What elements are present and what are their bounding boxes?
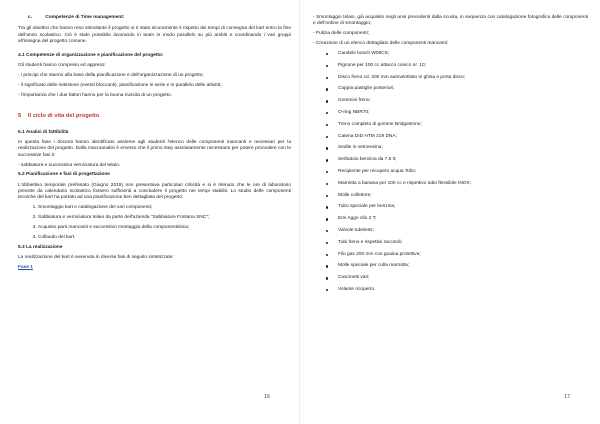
list-item	[313, 228, 588, 234]
section-5-2-paragraph: L'obbiettivo temporale prefissato (Giugno 2019) non presentava particolari criticità e si è ritenuto che le ore di laboratorio previste da calendario scolastico fossero sufficienti a concludere il progetto nei tempi stabiliti. Lo studio delle componenti tecniche del kart ha portato ad una pianificazione ben dettagliata del progetto:	[18, 182, 291, 201]
list-item	[313, 63, 588, 69]
component-label: Tubo speciale per benzina;	[338, 204, 396, 210]
list-item	[313, 204, 588, 210]
section-5-3-paragraph: La realizzazione del kart è avvenuta in diverse fasi di seguito sintetizzate:	[18, 255, 174, 261]
list-item	[313, 263, 588, 269]
bullet-icon	[326, 277, 328, 279]
bullet-icon	[326, 53, 328, 55]
component-label: Tubi freno e rispettivi raccordi;	[338, 239, 403, 245]
list-item	[313, 240, 588, 246]
component-label: Catena DID HTM 219 DNA;	[338, 133, 397, 139]
component-label: Marmitta a banana per 100 cc e rispettivo tubo flessibile INOX;	[338, 180, 472, 186]
bullet-icon	[326, 124, 328, 126]
component-label: Serbatoio benzina da 7.5 lt;	[338, 157, 397, 163]
section-4-1-item: - i principi che stanno alla base della pianificazione e dell'organizzazione di un progetto;	[18, 73, 204, 79]
component-label: Molle collettore;	[338, 192, 372, 198]
list-item	[313, 252, 588, 258]
list-item	[313, 145, 588, 151]
list-item	[313, 181, 588, 187]
list-item	[313, 287, 588, 293]
bullet-icon	[326, 254, 328, 256]
time-management-paragraph: Tra gli obiettivi che hanno reso stimolante il progetto vi è stato sicuramente il rispetto dei tempi di consegna del kart entro la fine dell'anno scolastico. Ciò è stato possibile lavorando in team in modo parallelo su più ambiti e coordinando i vari gruppi all'insegna del progetto comune.	[18, 26, 291, 44]
list-item	[313, 157, 588, 163]
section-5-3-title: 5.3 La realizzazione	[18, 244, 63, 250]
phase-1-link-wrap	[18, 265, 291, 271]
section-5-1-paragraph: In questa fase i docenti hanno identificato assieme agli studenti l'elenco delle componenti mancanti e necessari per la realizzazione del progetto. Dalla macroanalisi è emerso che il primo step assolutamente necessario per potere procedere con le successive fasi è:	[18, 140, 291, 158]
list-item	[313, 110, 588, 116]
phase-1-link[interactable]: Fase 1	[18, 264, 33, 270]
list-item	[313, 122, 588, 128]
bullet-icon	[326, 195, 328, 197]
list-item	[313, 134, 588, 140]
component-label: Disco freno cd. 200 mm autoventilato in ghisa e porta disco;	[338, 74, 466, 80]
bullet-icon	[326, 77, 328, 79]
component-label: Recipiente per recupero acqua Tolio;	[338, 168, 417, 174]
component-label: Treno completo di gomme Bridgestone;	[338, 121, 422, 127]
component-label: O-ring NBR70;	[338, 109, 370, 115]
bullet-icon	[326, 65, 328, 67]
list-item: 4. Collaudo del kart.	[38, 235, 291, 241]
component-label: Pignone per 100 cc attacco conico nr. 10;	[338, 62, 426, 68]
component-label: Gommini freno;	[338, 98, 371, 104]
bullet-icon	[326, 159, 328, 161]
bullet-icon	[326, 218, 328, 220]
list-item	[313, 275, 588, 281]
bullet-icon	[326, 289, 328, 291]
missing-components-list	[313, 51, 588, 293]
bullet-icon	[326, 242, 328, 244]
list-item	[313, 193, 588, 199]
component-label: Coppia pastiglie posteriori;	[338, 86, 395, 92]
chapter-5-heading	[18, 113, 291, 119]
chapter-5-number: 5	[18, 113, 22, 120]
bullet-icon	[326, 265, 328, 267]
bullet-icon	[326, 100, 328, 102]
page-17-content	[313, 15, 588, 299]
bullet-icon	[326, 147, 328, 149]
section-5-2-title: 5.2 Pianificazione e fasi di progettazione	[18, 172, 110, 178]
bullet-icon	[326, 206, 328, 208]
bullet-icon	[326, 112, 328, 114]
list-item	[313, 86, 588, 92]
list-item	[313, 75, 588, 81]
section-4-1-intro: Gli studenti hanno compreso ed appreso:	[18, 63, 106, 69]
bullet-icon	[326, 88, 328, 90]
list-item	[313, 216, 588, 222]
section-5-2-steps	[18, 205, 291, 241]
list-item	[313, 169, 588, 175]
page-17	[300, 0, 600, 424]
bullet-icon	[326, 183, 328, 185]
component-label: Volante ricoperto.	[338, 286, 376, 292]
section-4-1-item: - il significato delle milestone (eventi bloccanti), pianificazione in serie e in parallelo delle attività;	[18, 83, 222, 89]
page-number-16: 16	[264, 394, 270, 400]
section-4-1-item: - l'importanza che i due fattori hanno per la buona riuscita di un progetto.	[18, 93, 172, 99]
section-5-1-title: 5.1 Analisi di fattibilità	[18, 129, 69, 135]
subsection-c-letter: c.	[28, 15, 33, 20]
bullet-icon	[326, 136, 328, 138]
component-label: Filo gas 200 mm con guaina protettiva;	[338, 251, 421, 257]
component-label: Sedile in vetroresina;	[338, 145, 383, 151]
component-label: Cuscinetti vari;	[338, 275, 370, 281]
list-item: 3. Acquisto parti mancanti e successivo montaggio della componentistica;	[38, 225, 291, 231]
list-item: 1. Smontaggio kart e catalogazione dei vari componenti;	[38, 205, 291, 211]
component-label: Molle speciale per culla marmitta;	[338, 263, 410, 269]
missing-list-intro: - Creazione di un elenco dettagliato delle componenti mancanti:	[313, 41, 449, 47]
section-5-1-note: - sabbiatura e successiva verniciatura del telaio.	[18, 162, 121, 168]
subsection-c-heading	[18, 15, 291, 21]
page-number-17: 17	[564, 394, 570, 400]
section-4-1-title: 4.1 Competenze di organizzazione e pianificazione del progetto:	[18, 53, 164, 59]
subsection-c-title: Competenze di Time management:	[45, 15, 125, 20]
list-item: 2. Sabbiatura e verniciatura telaio da parte dell'azienda "Sabbiature Fontana SNC";	[38, 215, 291, 221]
bullet-icon	[326, 230, 328, 232]
disassembly-item: - Smontaggio telaio, già acquisito negli anni precedenti dalla scuola, in sequenza con catalogazione fotografica delle componenti e dell'ordine di smontaggio;	[313, 15, 588, 27]
bullet-icon	[326, 171, 328, 173]
component-label: Valvole tubeless;	[338, 227, 374, 233]
list-item	[313, 98, 588, 104]
cleaning-item: - Pulizia delle componenti;	[313, 31, 369, 37]
chapter-5-title: Il ciclo di vita del progetto	[27, 113, 100, 120]
component-label: Emi Aggo olio 2 T;	[338, 216, 377, 222]
component-label: Candele bosch W08CS;	[338, 50, 390, 56]
list-item	[313, 51, 588, 57]
page-16-content	[18, 15, 291, 275]
